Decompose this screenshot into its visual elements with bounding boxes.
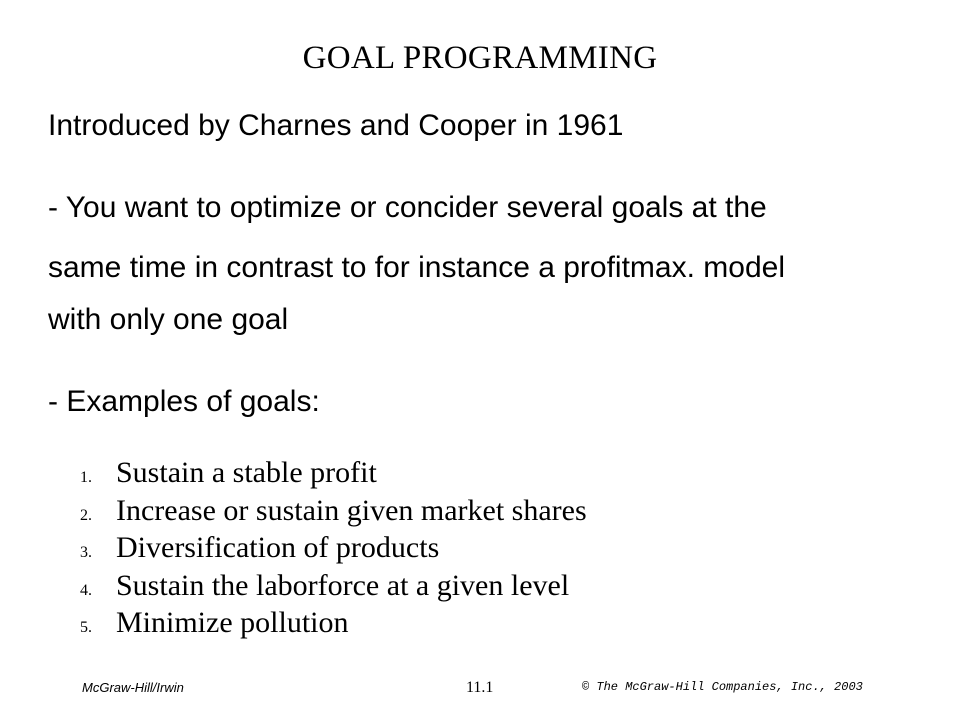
paragraph-line-2: same time in contrast to for instance a profitmax. model	[48, 251, 785, 284]
goal-number: 4.	[80, 581, 92, 599]
paragraph-line-3: with only one goal	[48, 303, 289, 336]
goal-text: Sustain the laborforce at a given level	[116, 568, 570, 602]
goal-number: 5.	[80, 619, 92, 636]
footer-publisher: McGraw-Hill/Irwin	[82, 680, 184, 695]
goal-item	[80, 492, 587, 530]
paragraph-line-1: - You want to optimize or concider several goals at the	[48, 191, 767, 224]
goal-item	[80, 604, 587, 642]
goal-number: 3.	[80, 544, 92, 561]
goal-item	[80, 454, 587, 492]
slide-number: 11.1	[466, 679, 494, 696]
goal-list	[80, 454, 587, 642]
goal-number: 1.	[80, 469, 92, 486]
goal-number: 2.	[80, 506, 92, 524]
footer-copyright: © The McGraw-Hill Companies, Inc., 2003	[582, 680, 863, 694]
goal-item	[80, 567, 587, 605]
slide-title: GOAL PROGRAMMING	[302, 40, 658, 76]
intro-line: Introduced by Charnes and Cooper in 1961	[48, 109, 624, 142]
examples-heading: - Examples of goals:	[48, 385, 320, 418]
goal-text: Increase or sustain given market shares	[116, 493, 587, 527]
goal-text: Minimize pollution	[116, 606, 349, 639]
goal-text: Sustain a stable profit	[116, 456, 377, 489]
goal-text: Diversification of products	[116, 531, 440, 564]
goal-item	[80, 529, 587, 567]
